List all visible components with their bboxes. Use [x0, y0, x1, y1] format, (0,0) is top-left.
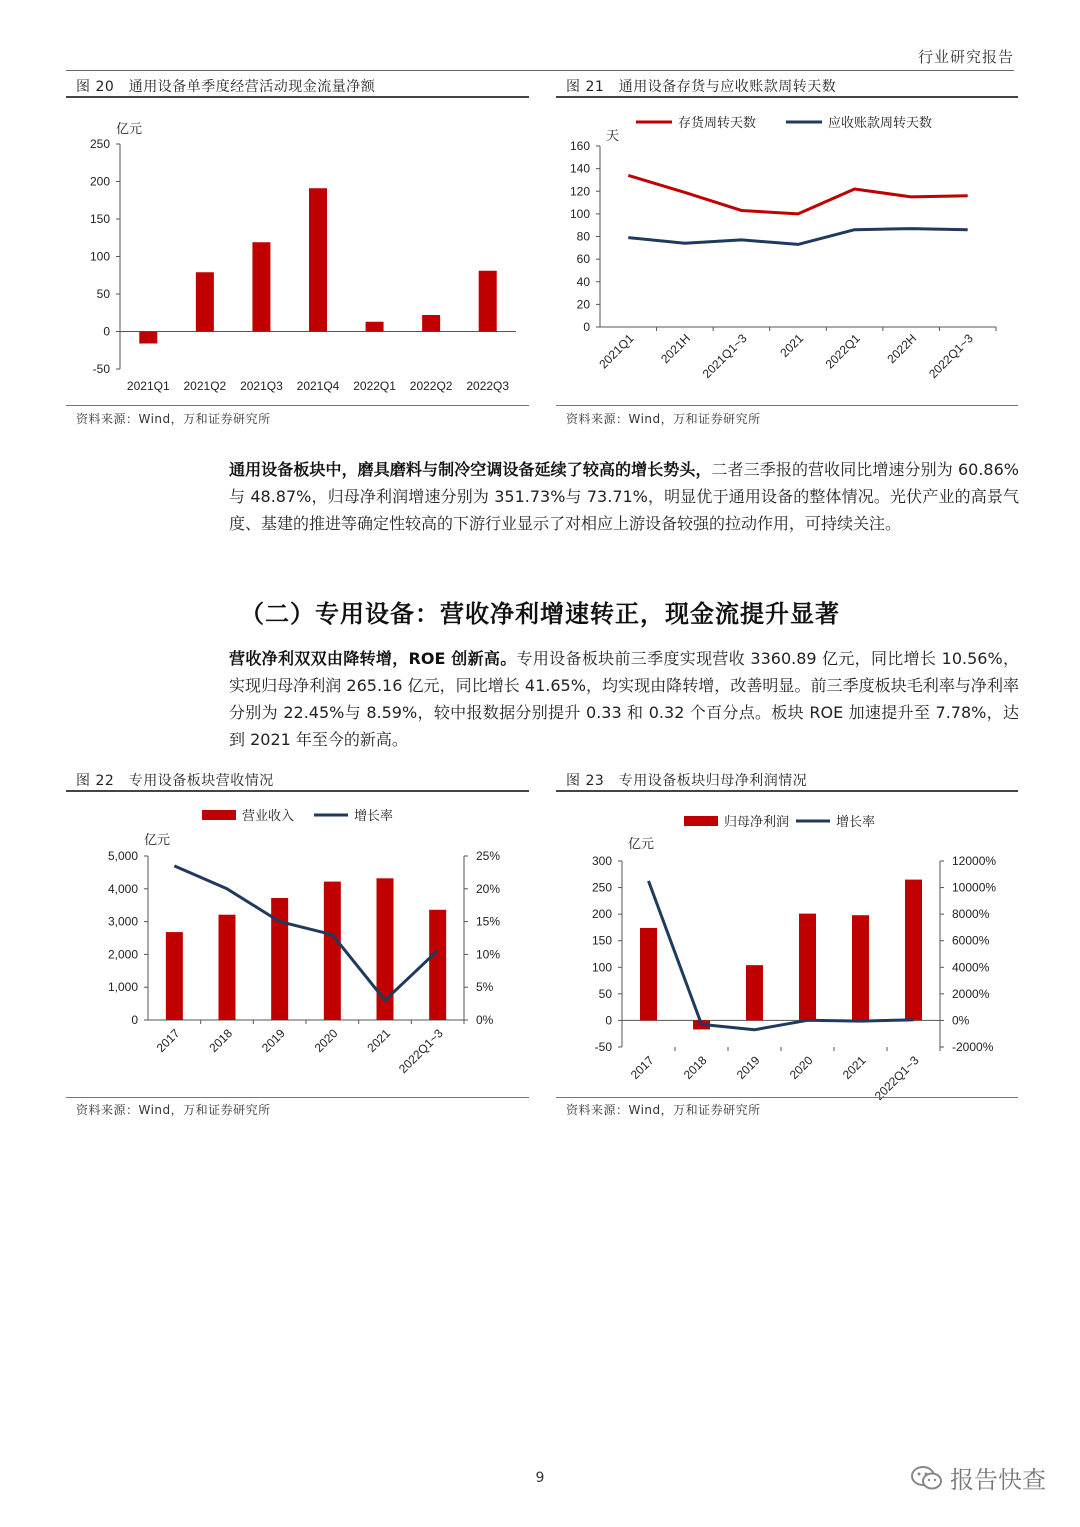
fig23-source-rule: [556, 1097, 1018, 1098]
watermark: [910, 1460, 1046, 1495]
fig20-source: 资料来源：Wind，万和证券研究所: [76, 412, 271, 426]
fig23-source: 资料来源：Wind，万和证券研究所: [566, 1103, 761, 1117]
fig21-x-tick-label: 2021Q1~3: [699, 331, 750, 381]
fig23-title-rule: [556, 790, 1018, 792]
fig20-bar: [309, 188, 327, 331]
fig20-y-tick-label: 250: [89, 137, 110, 151]
fig23-y-tick-label: -50: [594, 1040, 612, 1054]
fig23-y-tick-label: 150: [591, 933, 612, 948]
fig21-y-tick-label: 140: [569, 161, 590, 176]
fig20-bar: [252, 242, 270, 331]
fig20-x-tick-label: 2022Q3: [466, 379, 510, 393]
fig23-chart: [556, 794, 1018, 1103]
fig22-bar: [219, 915, 236, 1020]
page-number: 9: [535, 1470, 545, 1486]
fig22-x-tick-label: 2020: [311, 1026, 341, 1056]
fig23-y2-tick-label: 6000%: [952, 933, 990, 948]
fig23-legend-swatch-bar: [684, 816, 718, 826]
fig20-x-tick-label: 2022Q1: [353, 379, 396, 393]
fig20-y-tick-label: 0: [103, 324, 110, 339]
fig22-y-tick-label: 0: [131, 1013, 138, 1027]
fig21-y-tick-label: 0: [583, 320, 590, 334]
fig23-y2-tick-label: 10000%: [952, 880, 997, 895]
fig21-chart: [556, 100, 1018, 402]
fig23-y-tick-label: 200: [591, 907, 612, 922]
fig23-x-tick-label: 2020: [786, 1053, 816, 1083]
fig20-bar: [366, 322, 384, 332]
fig22-y2-tick-label: 0%: [476, 1013, 494, 1027]
fig23-x-tick-label: 2021: [839, 1053, 869, 1083]
fig22-source-rule: [66, 1097, 529, 1098]
fig22-legend-swatch-bar: [202, 810, 236, 820]
paragraph-special-equipment-body: 专用设备板块前三季度实现营收 3360.89 亿元，同比增长 10.56%，实现归母净利润 265.16 亿元，同比增长 41.65%，均实现由降转增，改善明显。前三季度板块毛利率与净利率分别为 22.45%与 8.59%，较中报数据分别提升 0.33 和 0.32 个百分点。板块 ROE 加速提升至 7.78%，达到 2021 年至今的新高。: [229, 649, 1019, 749]
fig21-x-tick-label: 2021: [777, 331, 807, 361]
fig23-x-tick-label: 2017: [627, 1053, 657, 1083]
fig23-y-tick-label: 250: [591, 880, 612, 895]
fig22-y2-tick-label: 20%: [476, 881, 501, 896]
fig20-x-tick-label: 2021Q2: [183, 379, 227, 393]
section-title-special-equipment: （二）专用设备：营收净利增速转正，现金流提升显著: [240, 599, 840, 628]
wechat-icon: [910, 1464, 944, 1492]
fig22-y2-tick-label: 15%: [476, 914, 501, 929]
fig22-bar: [166, 932, 183, 1020]
fig23-bar: [640, 928, 657, 1020]
fig21-x-tick-label: 2022Q1~3: [926, 331, 976, 381]
fig22-y-tick-label: 2,000: [107, 947, 138, 962]
watermark-text: 报告快查: [950, 1466, 1046, 1494]
fig20-x-tick-label: 2022Q2: [409, 379, 453, 393]
fig21-x-tick-label: 2022Q1: [822, 331, 863, 372]
fig22-y2-tick-label: 10%: [476, 947, 501, 962]
fig23-y2-tick-label: 4000%: [952, 960, 990, 975]
fig20-y-tick-label: -50: [92, 362, 110, 376]
report-header-title: 行业研究报告: [917, 48, 1014, 66]
fig23-y-tick-label: 0: [605, 1013, 612, 1028]
fig23-y2-tick-label: 2000%: [952, 986, 990, 1001]
fig21-title: 图 21 通用设备存货与应收账款周转天数: [566, 79, 837, 95]
fig22-x-tick-label: 2019: [259, 1026, 288, 1056]
fig23-legend-label: 归母净利润: [724, 814, 790, 829]
fig22-x-tick-label: 2018: [206, 1026, 236, 1056]
fig23-y-tick-label: 100: [591, 960, 612, 975]
fig22-legend-label: 营业收入: [242, 808, 295, 823]
fig23-x-tick-label: 2022Q1~3: [871, 1053, 922, 1103]
fig23-title: 图 23 专用设备板块归母净利润情况: [566, 773, 808, 789]
fig20-title-rule: [66, 96, 529, 98]
fig22-y-tick-label: 1,000: [107, 980, 138, 995]
fig21-legend-label: 存货周转天数: [678, 115, 757, 130]
fig23-bar: [905, 880, 922, 1021]
fig20-y-tick-label: 100: [89, 249, 110, 264]
fig23-bar: [746, 965, 763, 1020]
fig21-y-tick-label: 120: [569, 184, 590, 199]
fig22-title: 图 22 专用设备板块营收情况: [76, 773, 274, 789]
fig22-y2-tick-label: 5%: [476, 980, 494, 995]
fig23-y2-tick-label: 12000%: [952, 854, 997, 868]
fig22-title-rule: [66, 790, 529, 792]
fig21-y-tick-label: 20: [576, 297, 590, 312]
paragraph-special-equipment-lead: 营收净利双双由降转增，ROE 创新高。: [229, 649, 517, 668]
fig22-legend-label: 增长率: [354, 808, 394, 823]
fig20-bar: [479, 271, 497, 332]
fig20-title: 图 20 通用设备单季度经营活动现金流量净额: [76, 79, 376, 95]
fig20-bar: [196, 272, 214, 331]
fig20-source-rule: [66, 405, 529, 406]
fig23-legend-label: 增长率: [836, 814, 876, 829]
header-divider: [66, 70, 1014, 71]
paragraph-special-equipment: [229, 645, 1019, 753]
paragraph-general-equipment: [229, 456, 1019, 537]
fig21-y-tick-label: 60: [576, 252, 590, 267]
fig22-y-tick-label: 5,000: [107, 849, 138, 863]
fig20-x-tick-label: 2021Q4: [296, 379, 340, 393]
fig23-y-tick-label: 300: [591, 854, 612, 868]
fig20-y-axis-label: 亿元: [116, 121, 143, 136]
fig20-x-tick-label: 2021Q1: [126, 379, 170, 393]
fig21-x-tick-label: 2021H: [658, 331, 693, 367]
fig23-y2-tick-label: 8000%: [952, 907, 990, 922]
fig20-y-tick-label: 50: [96, 287, 110, 301]
fig23-y-tick-label: 50: [598, 986, 612, 1001]
fig22-bar: [324, 882, 341, 1020]
fig21-series-line: [628, 229, 967, 245]
fig22-x-tick-label: 2021: [364, 1026, 394, 1056]
fig23-bar: [852, 915, 869, 1020]
fig23-x-tick-label: 2018: [680, 1053, 710, 1083]
fig21-y-axis-label: 天: [606, 128, 620, 143]
paragraph-general-equipment-lead: 通用设备板块中，磨具磨料与制冷空调设备延续了较高的增长势头，: [229, 460, 712, 479]
fig20-x-tick-label: 2021Q3: [240, 379, 283, 393]
fig21-y-tick-label: 160: [569, 139, 590, 153]
fig22-y-axis-label: 亿元: [144, 832, 171, 847]
fig22-bar: [429, 910, 446, 1020]
fig21-y-tick-label: 80: [576, 229, 590, 244]
fig21-legend-label: 应收账款周转天数: [828, 115, 933, 130]
fig23-y-axis-label: 亿元: [628, 836, 655, 851]
fig22-growth-line: [174, 866, 437, 1000]
fig20-y-tick-label: 200: [89, 174, 110, 189]
fig22-source: 资料来源：Wind，万和证券研究所: [76, 1103, 271, 1117]
fig22-x-tick-label: 2022Q1~3: [396, 1026, 446, 1076]
fig23-bar: [799, 914, 816, 1021]
fig22-x-tick-label: 2017: [153, 1026, 183, 1056]
fig23-y2-tick-label: 0%: [952, 1013, 970, 1028]
fig20-chart: [66, 100, 529, 402]
fig20-bar: [422, 315, 440, 332]
fig23-y2-tick-label: -2000%: [952, 1040, 994, 1054]
fig21-source: 资料来源：Wind，万和证券研究所: [566, 412, 761, 426]
fig21-series-line: [628, 175, 967, 213]
fig21-x-tick-label: 2022H: [884, 331, 920, 367]
fig23-x-tick-label: 2019: [733, 1053, 763, 1083]
fig20-bar: [139, 332, 157, 344]
fig21-y-tick-label: 40: [576, 274, 590, 289]
fig22-chart: [66, 794, 529, 1094]
fig21-y-tick-label: 100: [569, 206, 590, 221]
paragraph-general-equipment-body: 二者三季报的营收同比增速分别为 60.86%与 48.87%，归母净利润增速分别为 351.73%与 73.71%，明显优于通用设备的整体情况。光伏产业的高景气度、基建的推进等确定性较高的下游行业显示了对相应上游设备较强的拉动作用，可持续关注。: [229, 460, 1019, 533]
fig22-y-tick-label: 3,000: [107, 914, 138, 929]
fig20-y-tick-label: 150: [89, 212, 110, 226]
fig23-growth-line: [649, 881, 914, 1030]
fig22-y2-tick-label: 25%: [476, 849, 501, 863]
fig22-y-tick-label: 4,000: [107, 881, 138, 896]
fig21-title-rule: [556, 96, 1018, 98]
fig21-source-rule: [556, 405, 1018, 406]
fig21-x-tick-label: 2021Q1: [596, 331, 637, 372]
